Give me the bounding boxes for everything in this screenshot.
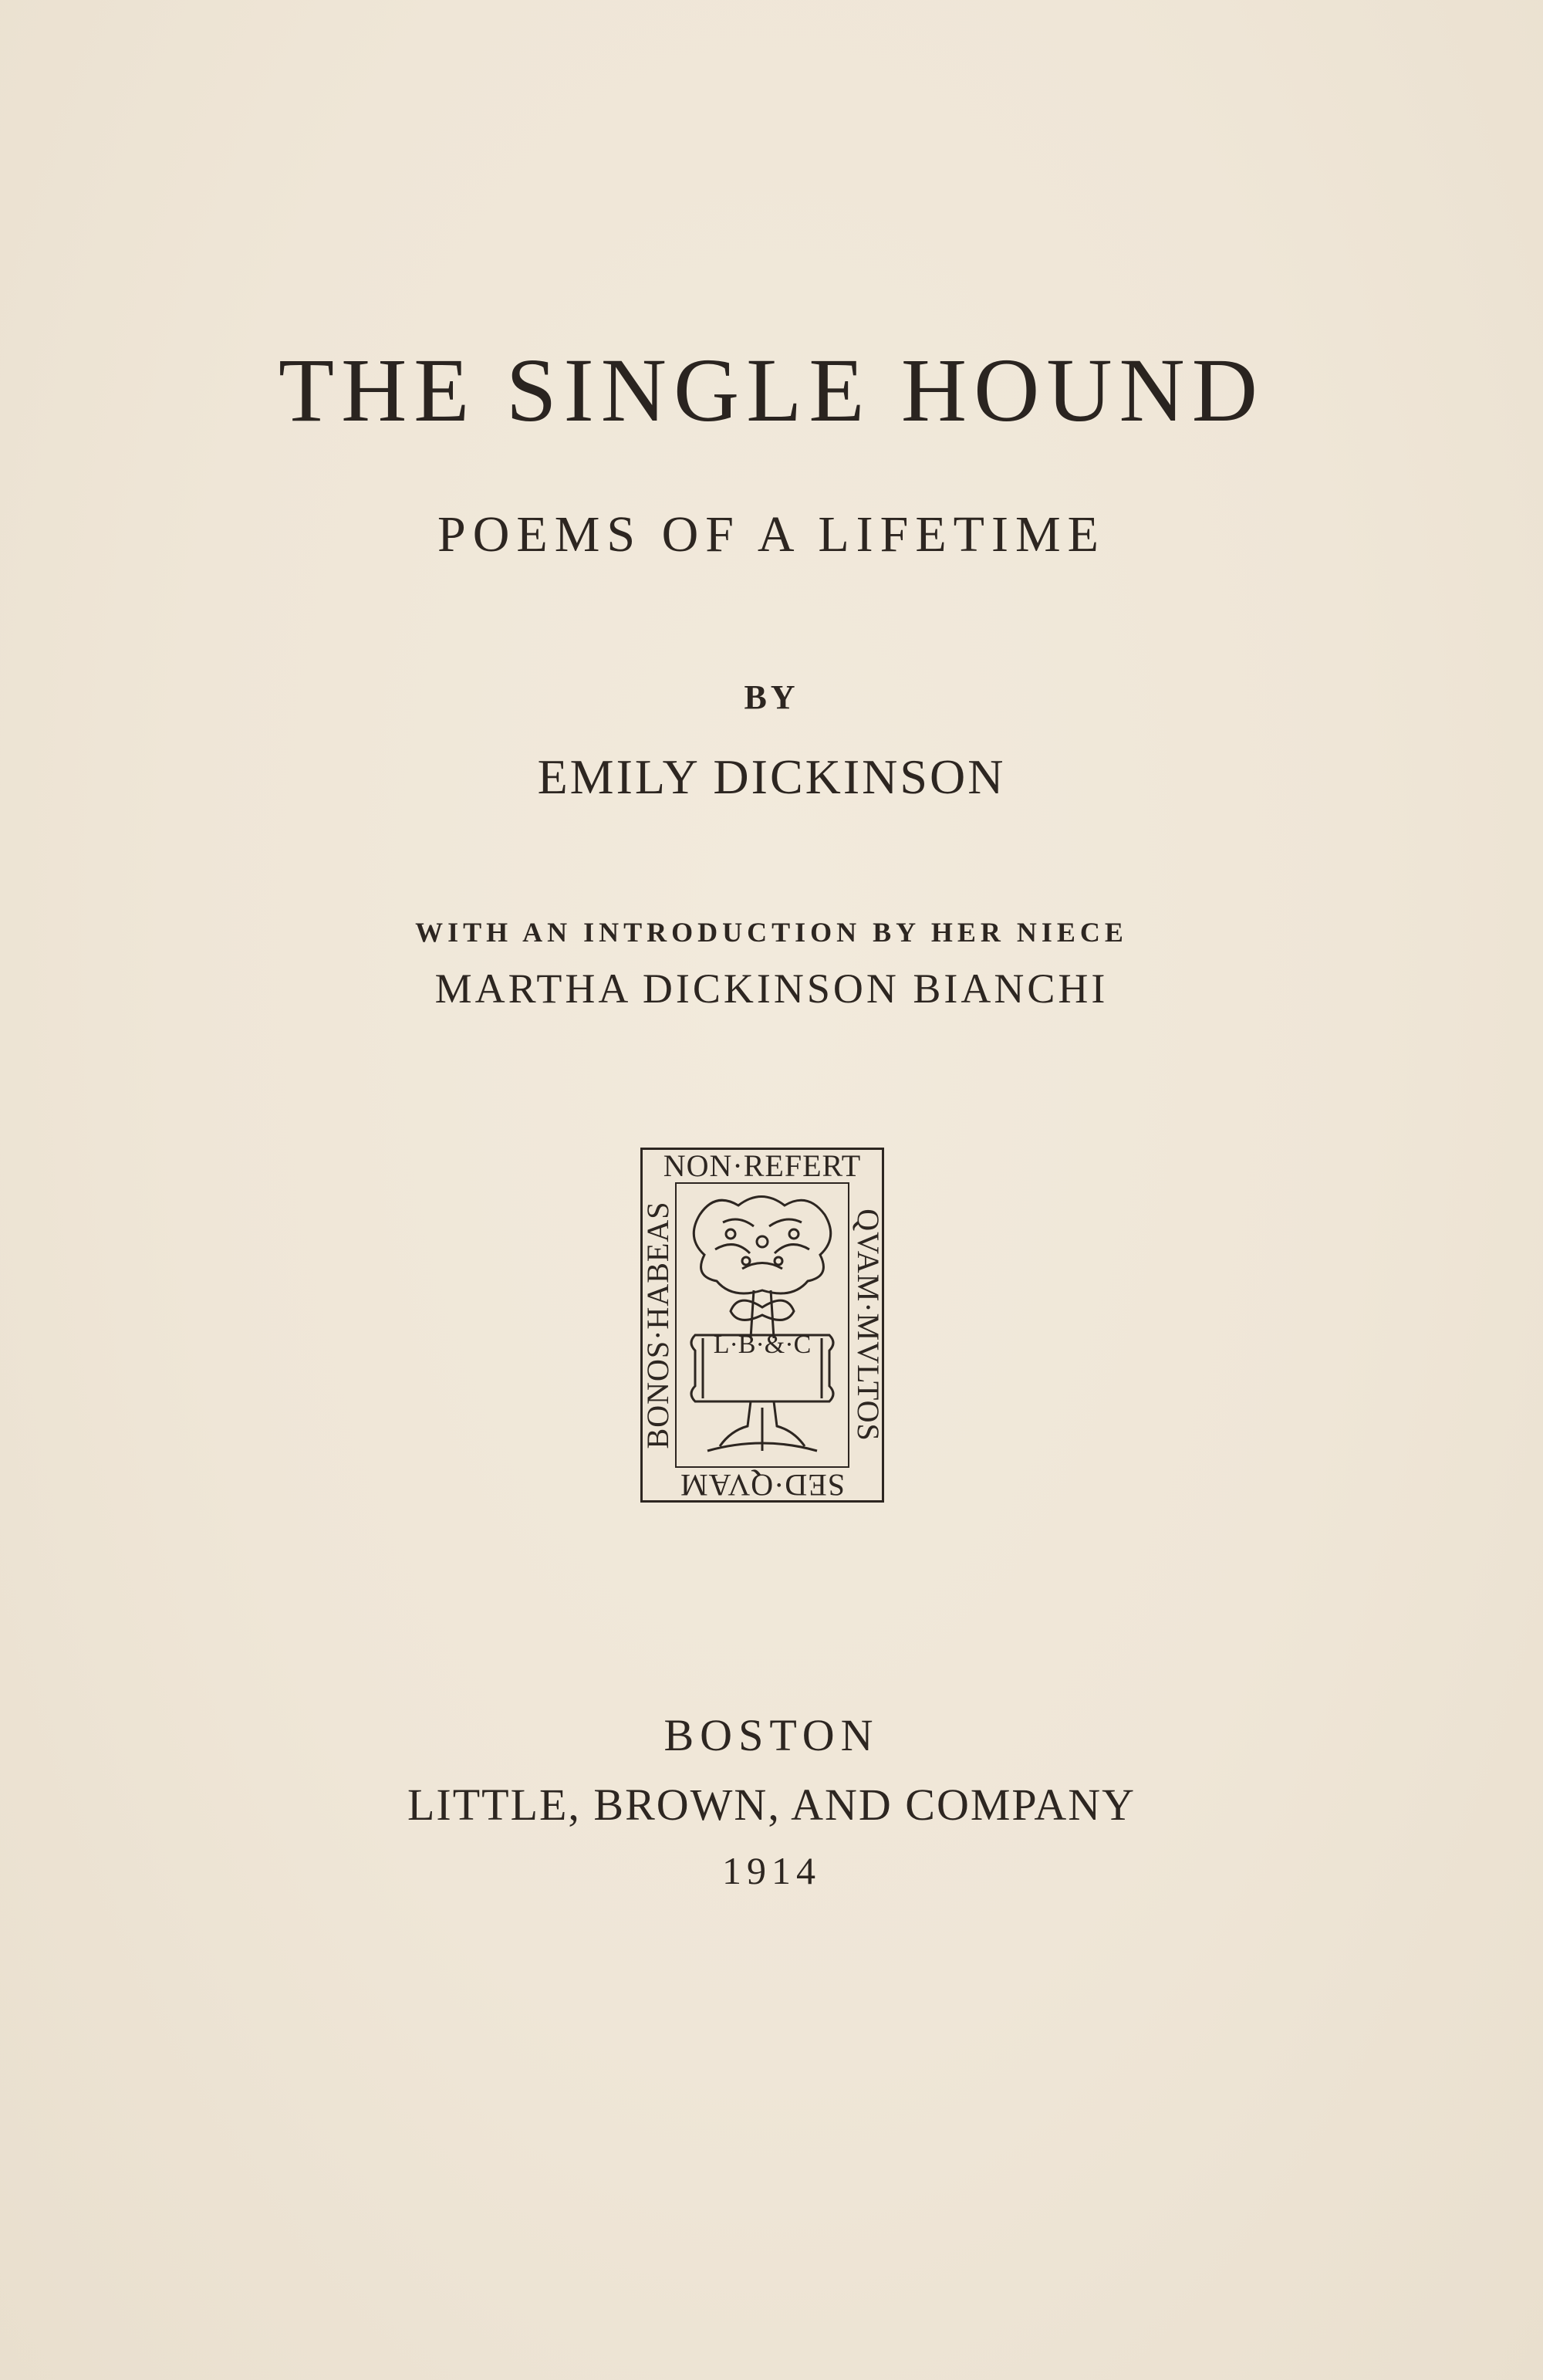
introducer-name: MARTHA DICKINSON BIANCHI [434,965,1109,1012]
byline: BY [744,678,799,716]
introduction-note: WITH AN INTRODUCTION BY HER NIECE [415,917,1128,948]
tree-emblem-icon [677,1184,848,1466]
imprint-year: 1914 [722,1849,821,1892]
imprint-city: BOSTON [663,1710,880,1760]
printers-device [640,1148,884,1503]
book-title: THE SINGLE HOUND [279,340,1264,441]
device-motto-right: QVAM·MVLTOS [851,1209,886,1442]
book-subtitle: POEMS OF A LIFETIME [437,506,1106,563]
device-motto-left: BONOS·HABEAS [640,1201,675,1449]
device-monogram: L·B·&·C [713,1330,812,1359]
author-name: EMILY DICKINSON [537,749,1006,804]
imprint-publisher: LITTLE, BROWN, AND COMPANY [407,1780,1136,1830]
device-motto-bottom: SED·QVAM [680,1468,845,1503]
device-motto-top: NON·REFERT [663,1148,862,1183]
